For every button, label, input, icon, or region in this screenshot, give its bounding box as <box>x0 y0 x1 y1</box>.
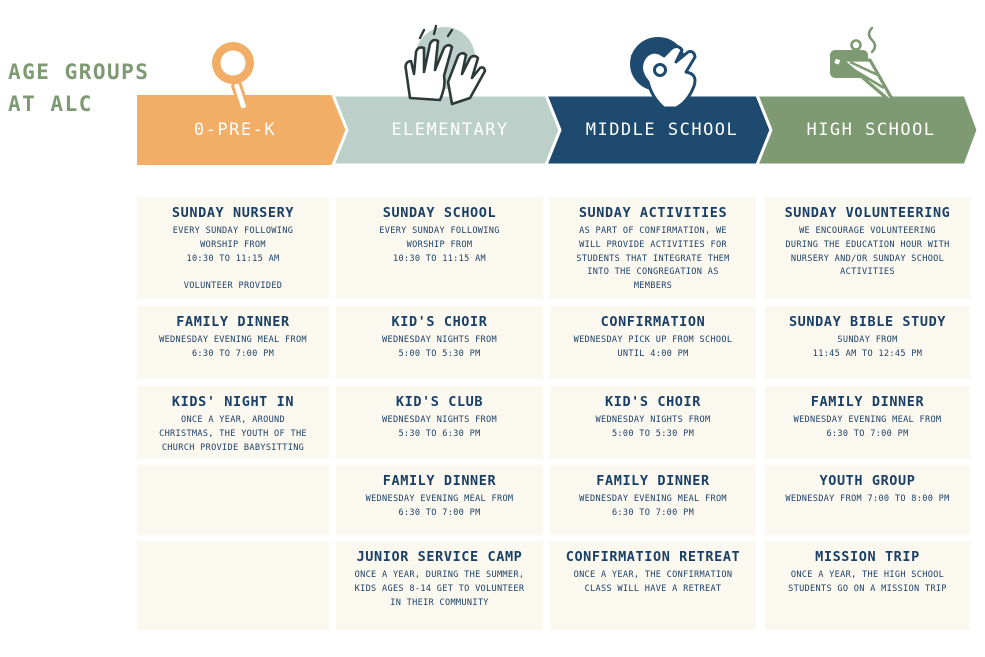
activity-card-0-pre-k-2 <box>137 306 329 379</box>
activity-title: FAMILY DINNER <box>382 473 497 489</box>
activity-description: ONCE A YEAR, THE CONFIRMATION CLASS WILL HAVE A RETREAT <box>573 570 733 594</box>
activity-title: CONFIRMATION RETREAT <box>565 549 741 565</box>
activity-card-elementary-1 <box>336 197 543 299</box>
activity-card-middle-school-4 <box>550 465 756 535</box>
activity-description: ONCE A YEAR, DURING THE SUMMER, KIDS AGES 8-14 GET TO VOLUNTEER IN THEIR COMMUNITY <box>354 570 525 608</box>
activity-title: MISSION TRIP <box>815 549 920 565</box>
activity-title: FAMILY DINNER <box>176 314 290 330</box>
group-label-0-pre-k: 0-PRE-K <box>193 120 277 140</box>
activity-description: ONCE A YEAR, THE HIGH SCHOOL STUDENTS GO ON A MISSION TRIP <box>788 570 947 594</box>
activity-title: KIDS' NIGHT IN <box>171 394 295 410</box>
activity-description: WEDNESDAY FROM 7:00 TO 8:00 PM <box>785 494 950 504</box>
group-label-middle-school: MIDDLE SCHOOL <box>585 120 739 140</box>
page-heading-line-2: AT ALC <box>8 92 93 116</box>
activity-description: WEDNESDAY NIGHTS FROM 5:00 TO 5:30 PM <box>382 335 497 359</box>
activity-card-high-school-3 <box>765 386 970 459</box>
activity-title: SUNDAY BIBLE STUDY <box>788 314 947 330</box>
activity-card-elementary-2 <box>336 306 543 379</box>
activity-title: KID'S CHOIR <box>604 394 701 410</box>
age-group-banner <box>0 0 985 170</box>
activity-description: WEDNESDAY NIGHTS FROM 5:30 TO 6:30 PM <box>382 415 497 439</box>
activity-description: WEDNESDAY NIGHTS FROM 5:00 TO 5:30 PM <box>595 415 711 439</box>
group-label-high-school: HIGH SCHOOL <box>806 120 936 140</box>
activity-description: WE ENCOURAGE VOLUNTEERING DURING THE EDUCATION HOUR WITH NURSERY AND/OR SUNDAY SCHOOL ACTIVITIES <box>785 226 950 278</box>
activity-card-elementary-4 <box>336 465 543 535</box>
activity-title: CONFIRMATION <box>600 314 706 330</box>
activity-title: SUNDAY ACTIVITIES <box>578 205 728 221</box>
activity-description: WEDNESDAY EVENING MEAL FROM 6:30 TO 7:00 PM <box>159 335 307 359</box>
activity-description: WEDNESDAY EVENING MEAL FROM 6:30 TO 7:00 PM <box>579 494 727 518</box>
activity-description: AS PART OF CONFIRMATION, WE WILL PROVIDE ACTIVITIES FOR STUDENTS THAT INTEGRATE THEM INTO THE CONGREGATION AS MEMBERS <box>576 226 730 292</box>
page-heading-line-1: AGE GROUPS <box>8 60 150 84</box>
activity-title: SUNDAY SCHOOL <box>382 205 497 221</box>
activity-title: SUNDAY VOLUNTEERING <box>784 205 951 221</box>
activity-title: FAMILY DINNER <box>810 394 925 410</box>
activity-description: ONCE A YEAR, AROUND CHRISTMAS, THE YOUTH OF THE CHURCH PROVIDE BABYSITTING <box>159 415 307 453</box>
activity-card-0-pre-k-5 <box>137 541 329 630</box>
activity-title: JUNIOR SERVICE CAMP <box>356 549 523 565</box>
activity-title: KID'S CHOIR <box>391 314 488 330</box>
activity-description: WEDNESDAY PICK UP FROM SCHOOL UNTIL 4:00 PM <box>573 335 733 359</box>
activity-description: EVERY SUNDAY FOLLOWING WORSHIP FROM 10:30 TO 11:15 AM VOLUNTEER PROVIDED <box>172 226 294 292</box>
activity-card-0-pre-k-4 <box>137 465 329 535</box>
activity-description: WEDNESDAY EVENING MEAL FROM 6:30 TO 7:00 PM <box>365 494 514 518</box>
activity-description: SUNDAY FROM 11:45 AM TO 12:45 PM <box>812 335 923 359</box>
group-label-elementary: ELEMENTARY <box>391 120 509 140</box>
activity-title: YOUTH GROUP <box>819 473 916 489</box>
activity-description: WEDNESDAY EVENING MEAL FROM 6:30 TO 7:00 PM <box>793 415 942 439</box>
activity-card-middle-school-2 <box>550 306 756 379</box>
high-five-icon <box>406 26 485 104</box>
activity-card-high-school-2 <box>765 306 970 379</box>
activity-card-high-school-1 <box>765 197 970 299</box>
activity-card-0-pre-k-3 <box>137 386 329 459</box>
activity-title: FAMILY DINNER <box>596 473 710 489</box>
activity-card-middle-school-3 <box>550 386 756 459</box>
activity-card-middle-school-1 <box>550 197 756 299</box>
activity-description: EVERY SUNDAY FOLLOWING WORSHIP FROM 10:30 TO 11:15 AM <box>379 226 500 264</box>
activity-title: KID'S CLUB <box>395 394 484 410</box>
activity-card-elementary-3 <box>336 386 543 459</box>
activity-card-high-school-4 <box>765 465 970 535</box>
activity-title: SUNDAY NURSERY <box>171 205 295 221</box>
activity-card-high-school-5 <box>765 541 970 630</box>
activity-card-0-pre-k-1 <box>137 197 329 299</box>
activity-card-elementary-5 <box>336 541 543 630</box>
activity-card-middle-school-5 <box>550 541 756 630</box>
